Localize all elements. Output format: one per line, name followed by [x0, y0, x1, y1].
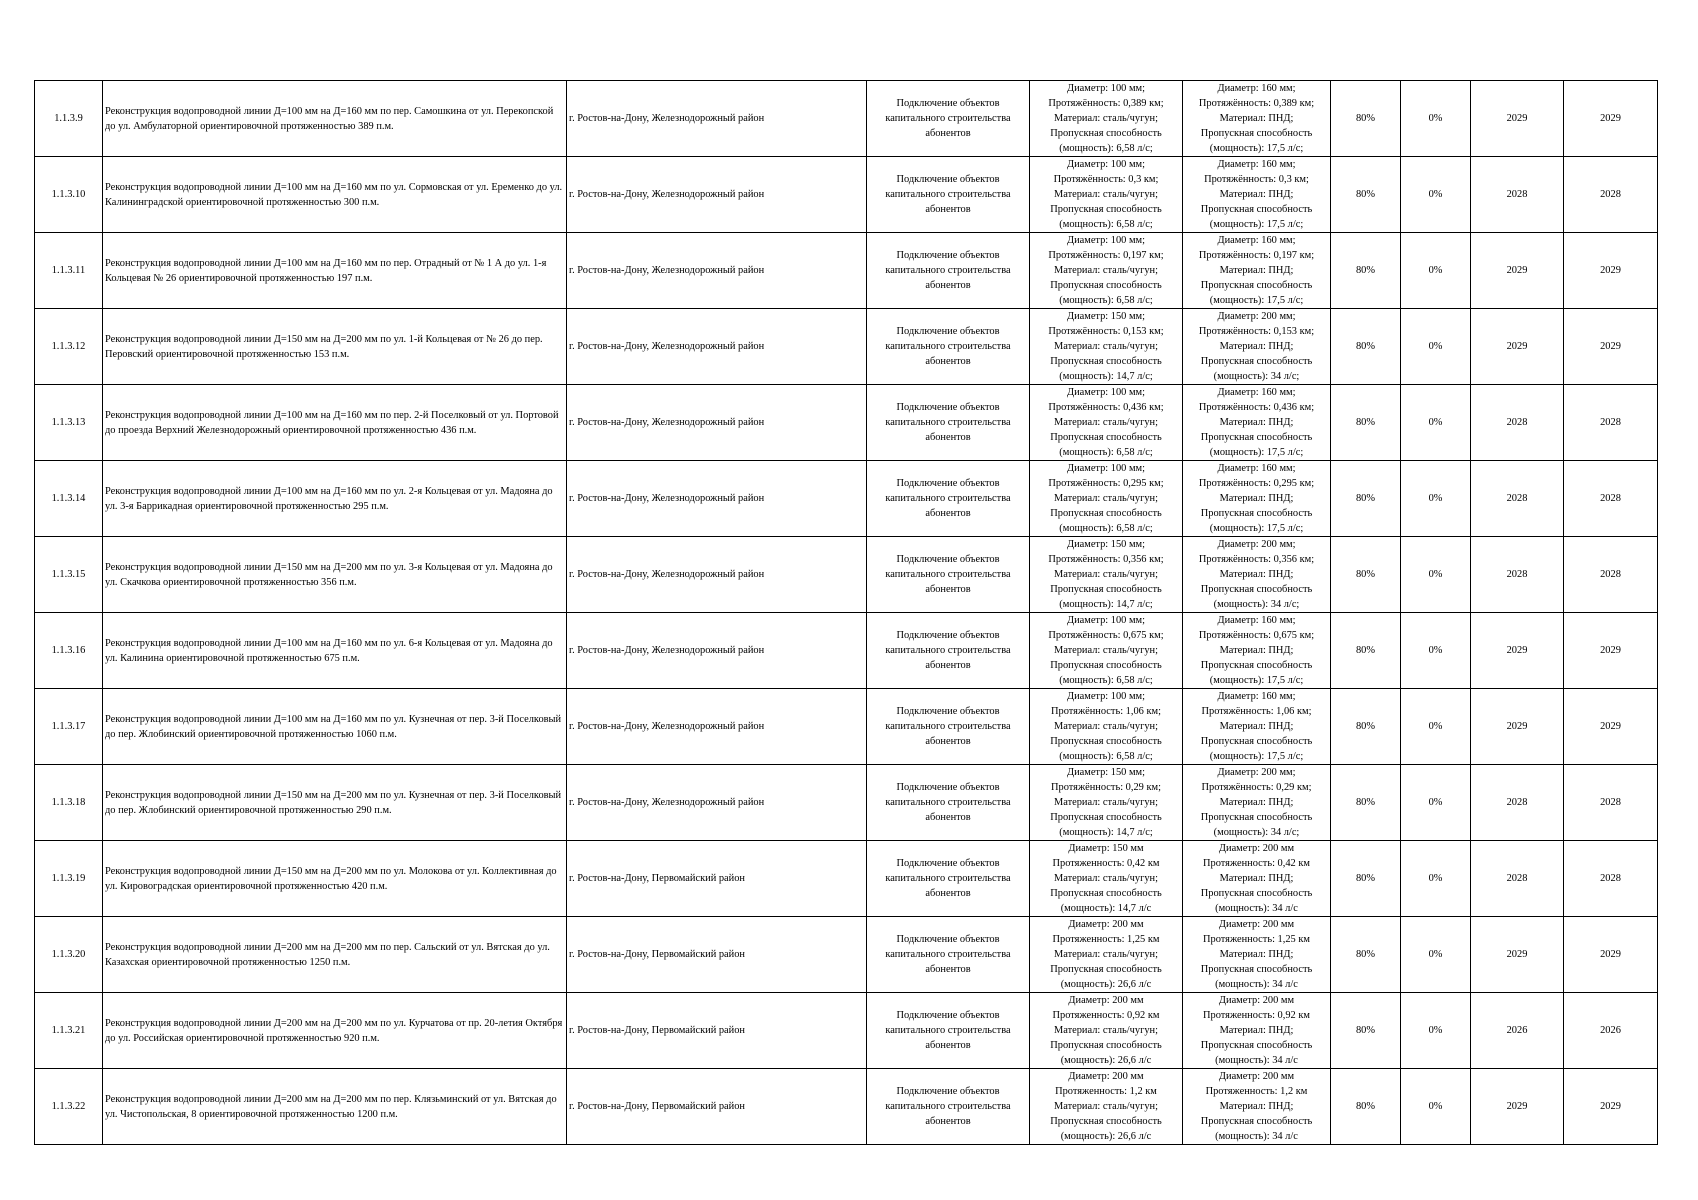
spec-line: Протяжённость: 0,356 км;	[1048, 554, 1164, 565]
wear-before-cell: 80%	[1331, 765, 1401, 841]
row-number-cell: 1.1.3.20	[35, 917, 103, 993]
spec-line: (мощность): 14,7 л/с;	[1059, 371, 1153, 382]
spec-line: (мощность): 17,5 л/с;	[1209, 295, 1304, 306]
specs-before-cell	[1030, 157, 1183, 233]
measure-name-cell: Реконструкция водопроводной линии Д=100 мм на Д=160 мм по пер. 2-й Поселковый от ул. Портовой до проезда Верхний Железнодорожный ориентировочной протяженностью 436 п.м.	[103, 385, 567, 461]
spec-line: Пропускная способность	[1050, 128, 1162, 139]
wear-before-cell: 80%	[1331, 157, 1401, 233]
year-end-cell: 2026	[1564, 993, 1658, 1069]
table-row	[35, 461, 1658, 537]
spec-line: Диаметр: 200 мм	[1218, 1071, 1295, 1082]
year-start-cell: 2029	[1471, 613, 1564, 689]
row-number-cell: 1.1.3.14	[35, 461, 103, 537]
row-number-cell: 1.1.3.18	[35, 765, 103, 841]
spec-line: Диаметр: 100 мм;	[1066, 387, 1146, 398]
measure-name-cell: Реконструкция водопроводной линии Д=150 мм на Д=200 мм по ул. 1-й Кольцевая от № 26 до пер. Перовский ориентировочной протяженностью 153 п.м.	[103, 309, 567, 385]
row-number-cell: 1.1.3.19	[35, 841, 103, 917]
purpose-cell: Подключение объектов капитального строительства абонентов	[867, 613, 1030, 689]
spec-line: (мощность): 34 л/с	[1215, 1055, 1298, 1066]
spec-line: Материал: сталь/чугун;	[1054, 797, 1158, 808]
year-start-cell: 2029	[1471, 1069, 1564, 1145]
spec-line: Протяжённость: 1,06 км;	[1201, 706, 1312, 717]
spec-line: Материал: ПНД;	[1219, 645, 1294, 656]
specs-after-cell	[1183, 1069, 1331, 1145]
spec-line: Диаметр: 100 мм;	[1066, 615, 1146, 626]
year-start-cell: 2028	[1471, 841, 1564, 917]
spec-line: Протяжённость: 0,197 км;	[1198, 250, 1315, 261]
specs-after-cell	[1183, 917, 1331, 993]
table-row	[35, 765, 1658, 841]
table-row	[35, 233, 1658, 309]
spec-line: Пропускная способность	[1200, 660, 1313, 671]
specs-before-cell	[1030, 765, 1183, 841]
wear-before-cell: 80%	[1331, 233, 1401, 309]
spec-line: Диаметр: 150 мм;	[1066, 311, 1146, 322]
location-cell: г. Ростов-на-Дону, Железнодорожный район	[567, 537, 867, 613]
spec-line: Пропускная способность	[1200, 1040, 1313, 1051]
location-cell: г. Ростов-на-Дону, Железнодорожный район	[567, 81, 867, 157]
spec-line: Протяженность: 1,25 км	[1052, 934, 1160, 945]
table-row	[35, 613, 1658, 689]
spec-line: Протяжённость: 0,436 км;	[1198, 402, 1315, 413]
spec-line: Диаметр: 160 мм;	[1217, 235, 1296, 246]
spec-line: Пропускная способность	[1050, 812, 1162, 823]
wear-before-cell: 80%	[1331, 993, 1401, 1069]
spec-line: Пропускная способность	[1200, 736, 1313, 747]
spec-line: (мощность): 17,5 л/с;	[1209, 447, 1304, 458]
year-start-cell: 2026	[1471, 993, 1564, 1069]
location-cell: г. Ростов-на-Дону, Железнодорожный район	[567, 461, 867, 537]
spec-line: Диаметр: 100 мм;	[1066, 691, 1146, 702]
purpose-cell: Подключение объектов капитального строительства абонентов	[867, 917, 1030, 993]
location-cell: г. Ростов-на-Дону, Железнодорожный район	[567, 157, 867, 233]
year-end-cell: 2029	[1564, 309, 1658, 385]
year-start-cell: 2028	[1471, 461, 1564, 537]
spec-line: Пропускная способность	[1200, 812, 1313, 823]
specs-before-cell	[1030, 1069, 1183, 1145]
spec-line: Диаметр: 160 мм;	[1217, 159, 1296, 170]
spec-line: (мощность): 34 л/с	[1215, 979, 1298, 990]
specs-before-cell	[1030, 233, 1183, 309]
measure-name-cell: Реконструкция водопроводной линии Д=150 мм на Д=200 мм по ул. Кузнечная от пер. 3-й Поселковый до пер. Жлобинский ориентировочной протяженностью 290 п.м.	[103, 765, 567, 841]
purpose-cell: Подключение объектов капитального строительства абонентов	[867, 1069, 1030, 1145]
wear-after-cell: 0%	[1401, 461, 1471, 537]
wear-after-cell: 0%	[1401, 385, 1471, 461]
wear-before-cell: 80%	[1331, 537, 1401, 613]
measure-name-cell: Реконструкция водопроводной линии Д=200 мм на Д=200 мм по пер. Клязьминский от ул. Вятская до ул. Чистопольская, 8 ориентировочной протяженностью 1200 п.м.	[103, 1069, 567, 1145]
spec-line: Диаметр: 160 мм;	[1217, 615, 1296, 626]
specs-before-cell	[1030, 385, 1183, 461]
spec-line: Протяжённость: 0,295 км;	[1198, 478, 1315, 489]
spec-line: Пропускная способность	[1200, 356, 1313, 367]
spec-line: Диаметр: 200 мм	[1218, 843, 1295, 854]
spec-line: (мощность): 17,5 л/с;	[1209, 219, 1304, 230]
spec-line: Пропускная способность	[1050, 280, 1162, 291]
spec-line: Материал: ПНД;	[1219, 417, 1294, 428]
spec-line: Материал: ПНД;	[1219, 265, 1294, 276]
spec-line: Материал: сталь/чугун;	[1054, 341, 1158, 352]
spec-line: (мощность): 17,5 л/с;	[1209, 675, 1304, 686]
spec-line: Материал: ПНД;	[1219, 341, 1294, 352]
spec-line: Материал: сталь/чугун;	[1054, 189, 1158, 200]
purpose-cell: Подключение объектов капитального строительства абонентов	[867, 537, 1030, 613]
spec-line: (мощность): 17,5 л/с;	[1209, 143, 1304, 154]
spec-line: Протяжённость: 0,389 км;	[1198, 98, 1315, 109]
year-start-cell: 2028	[1471, 537, 1564, 613]
measure-name-cell: Реконструкция водопроводной линии Д=100 мм на Д=160 мм по ул. Сормовская от ул. Еременко до ул. Калининградской ориентировочной протяженностью 300 п.м.	[103, 157, 567, 233]
spec-line: Диаметр: 160 мм;	[1217, 463, 1296, 474]
row-number-cell: 1.1.3.12	[35, 309, 103, 385]
spec-line: (мощность): 34 л/с;	[1213, 599, 1300, 610]
row-number-cell: 1.1.3.22	[35, 1069, 103, 1145]
year-start-cell: 2028	[1471, 157, 1564, 233]
spec-line: Диаметр: 100 мм;	[1066, 235, 1146, 246]
spec-line: (мощность): 6,58 л/с;	[1059, 143, 1153, 154]
specs-before-cell	[1030, 613, 1183, 689]
wear-after-cell: 0%	[1401, 157, 1471, 233]
specs-after-cell	[1183, 233, 1331, 309]
specs-before-cell	[1030, 309, 1183, 385]
wear-after-cell: 0%	[1401, 613, 1471, 689]
spec-line: Материал: ПНД;	[1219, 721, 1294, 732]
spec-line: Протяжённость: 0,29 км;	[1051, 782, 1161, 793]
table-row	[35, 537, 1658, 613]
spec-line: Материал: ПНД;	[1219, 113, 1294, 124]
table-row	[35, 157, 1658, 233]
year-end-cell: 2028	[1564, 537, 1658, 613]
spec-line: (мощность): 6,58 л/с;	[1059, 295, 1153, 306]
spec-line: Протяженность: 1,2 км	[1055, 1086, 1157, 1097]
year-start-cell: 2029	[1471, 81, 1564, 157]
location-cell: г. Ростов-на-Дону, Первомайский район	[567, 993, 867, 1069]
spec-line: Материал: ПНД;	[1219, 569, 1294, 580]
spec-line: Диаметр: 200 мм	[1068, 919, 1144, 930]
spec-line: (мощность): 34 л/с	[1215, 903, 1298, 914]
wear-after-cell: 0%	[1401, 309, 1471, 385]
wear-after-cell: 0%	[1401, 917, 1471, 993]
year-end-cell: 2028	[1564, 841, 1658, 917]
wear-after-cell: 0%	[1401, 1069, 1471, 1145]
spec-line: Диаметр: 200 мм;	[1217, 311, 1296, 322]
year-start-cell: 2029	[1471, 917, 1564, 993]
year-start-cell: 2029	[1471, 233, 1564, 309]
year-start-cell: 2028	[1471, 385, 1564, 461]
location-cell: г. Ростов-на-Дону, Железнодорожный район	[567, 689, 867, 765]
spec-line: Протяжённость: 0,675 км;	[1198, 630, 1315, 641]
spec-line: Пропускная способность	[1200, 964, 1313, 975]
table-row	[35, 385, 1658, 461]
purpose-cell: Подключение объектов капитального строительства абонентов	[867, 461, 1030, 537]
specs-after-cell	[1183, 765, 1331, 841]
spec-line: Материал: сталь/чугун;	[1054, 721, 1158, 732]
spec-line: (мощность): 6,58 л/с;	[1059, 751, 1153, 762]
specs-after-cell	[1183, 309, 1331, 385]
year-end-cell: 2029	[1564, 1069, 1658, 1145]
specs-after-cell	[1183, 613, 1331, 689]
measure-name-cell: Реконструкция водопроводной линии Д=100 мм на Д=160 мм по ул. Кузнечная от пер. 3-й Поселковый до пер. Жлобинский ориентировочной протяженностью 1060 п.м.	[103, 689, 567, 765]
spec-line: Пропускная способность	[1050, 888, 1162, 899]
spec-line: Пропускная способность	[1200, 508, 1313, 519]
year-end-cell: 2029	[1564, 689, 1658, 765]
spec-line: Протяжённость: 0,436 км;	[1048, 402, 1164, 413]
spec-line: Материал: сталь/чугун;	[1054, 113, 1158, 124]
spec-line: Материал: ПНД;	[1219, 189, 1294, 200]
purpose-cell: Подключение объектов капитального строительства абонентов	[867, 385, 1030, 461]
year-end-cell: 2028	[1564, 157, 1658, 233]
spec-line: Пропускная способность	[1200, 204, 1313, 215]
specs-after-cell	[1183, 81, 1331, 157]
spec-line: Пропускная способность	[1050, 356, 1162, 367]
spec-line: Диаметр: 100 мм;	[1066, 463, 1146, 474]
measure-name-cell: Реконструкция водопроводной линии Д=200 мм на Д=200 мм по ул. Курчатова от пр. 20-летия Октября до ул. Российская ориентировочной протяженностью 920 п.м.	[103, 993, 567, 1069]
purpose-cell: Подключение объектов капитального строительства абонентов	[867, 157, 1030, 233]
specs-after-cell	[1183, 689, 1331, 765]
table-row	[35, 309, 1658, 385]
spec-line: Диаметр: 160 мм;	[1217, 387, 1296, 398]
measure-name-cell: Реконструкция водопроводной линии Д=200 мм на Д=200 мм по пер. Сальский от ул. Вятская до ул. Казахская ориентировочной протяженностью 1250 п.м.	[103, 917, 567, 993]
spec-line: Пропускная способность	[1050, 736, 1162, 747]
spec-line: Протяжённость: 0,153 км;	[1198, 326, 1315, 337]
row-number-cell: 1.1.3.13	[35, 385, 103, 461]
wear-before-cell: 80%	[1331, 309, 1401, 385]
spec-line: (мощность): 6,58 л/с;	[1059, 675, 1153, 686]
spec-line: Материал: сталь/чугун;	[1054, 417, 1158, 428]
table-row	[35, 81, 1658, 157]
spec-line: Диаметр: 200 мм	[1068, 1071, 1144, 1082]
spec-line: Пропускная способность	[1050, 204, 1162, 215]
spec-line: Диаметр: 200 мм	[1218, 919, 1295, 930]
spec-line: Материал: сталь/чугун;	[1054, 873, 1158, 884]
year-end-cell: 2029	[1564, 81, 1658, 157]
measure-name-cell: Реконструкция водопроводной линии Д=100 мм на Д=160 мм по ул. 2-я Кольцевая от ул. Мадояна до ул. 3-я Баррикадная ориентировочной протяженностью 295 п.м.	[103, 461, 567, 537]
spec-line: Диаметр: 100 мм;	[1066, 83, 1146, 94]
row-number-cell: 1.1.3.21	[35, 993, 103, 1069]
spec-line: Протяженность: 1,25 км	[1203, 934, 1310, 945]
location-cell: г. Ростов-на-Дону, Первомайский район	[567, 1069, 867, 1145]
wear-after-cell: 0%	[1401, 81, 1471, 157]
spec-line: Пропускная способность	[1050, 584, 1162, 595]
wear-after-cell: 0%	[1401, 765, 1471, 841]
location-cell: г. Ростов-на-Дону, Первомайский район	[567, 841, 867, 917]
spec-line: Пропускная способность	[1200, 128, 1313, 139]
purpose-cell: Подключение объектов капитального строительства абонентов	[867, 309, 1030, 385]
row-number-cell: 1.1.3.16	[35, 613, 103, 689]
spec-line: (мощность): 17,5 л/с;	[1209, 751, 1304, 762]
spec-line: Диаметр: 160 мм;	[1217, 83, 1296, 94]
spec-line: (мощность): 26,6 л/с	[1060, 1131, 1152, 1142]
spec-line: Протяжённость: 0,3 км;	[1204, 174, 1309, 185]
spec-line: Материал: ПНД;	[1219, 1101, 1294, 1112]
spec-line: Протяженность: 0,92 км	[1203, 1010, 1310, 1021]
wear-before-cell: 80%	[1331, 613, 1401, 689]
specs-before-cell	[1030, 461, 1183, 537]
year-end-cell: 2029	[1564, 233, 1658, 309]
spec-line: Протяжённость: 0,29 км;	[1201, 782, 1312, 793]
specs-before-cell	[1030, 917, 1183, 993]
spec-line: Протяжённость: 1,06 км;	[1051, 706, 1161, 717]
row-number-cell: 1.1.3.15	[35, 537, 103, 613]
spec-line: Диаметр: 150 мм;	[1066, 539, 1146, 550]
measure-name-cell: Реконструкция водопроводной линии Д=150 мм на Д=200 мм по ул. Молокова от ул. Коллективная до ул. Кировоградская ориентировочной протяженностью 420 п.м.	[103, 841, 567, 917]
spec-line: Материал: ПНД;	[1219, 949, 1294, 960]
spec-line: Материал: ПНД;	[1219, 873, 1294, 884]
spec-line: (мощность): 34 л/с	[1215, 1131, 1298, 1142]
specs-before-cell	[1030, 537, 1183, 613]
table-row	[35, 689, 1658, 765]
spec-line: (мощность): 14,7 л/с;	[1059, 827, 1153, 838]
spec-line: (мощность): 17,5 л/с;	[1209, 523, 1304, 534]
spec-line: Диаметр: 200 мм	[1068, 995, 1144, 1006]
spec-line: (мощность): 6,58 л/с;	[1059, 447, 1153, 458]
wear-before-cell: 80%	[1331, 841, 1401, 917]
spec-line: Материал: сталь/чугун;	[1054, 265, 1158, 276]
spec-line: (мощность): 34 л/с;	[1213, 827, 1300, 838]
specs-after-cell	[1183, 537, 1331, 613]
spec-line: Пропускная способность	[1200, 584, 1313, 595]
purpose-cell: Подключение объектов капитального строительства абонентов	[867, 81, 1030, 157]
year-end-cell: 2029	[1564, 613, 1658, 689]
measure-name-cell: Реконструкция водопроводной линии Д=100 мм на Д=160 мм по ул. 6-я Кольцевая от ул. Мадояна до ул. Калинина ориентировочной протяженностью 675 п.м.	[103, 613, 567, 689]
spec-line: Протяжённость: 0,3 км;	[1053, 174, 1159, 185]
year-end-cell: 2028	[1564, 385, 1658, 461]
spec-line: (мощность): 26,6 л/с	[1060, 1055, 1152, 1066]
spec-line: Пропускная способность	[1050, 432, 1162, 443]
spec-line: (мощность): 6,58 л/с;	[1059, 523, 1153, 534]
spec-line: Протяжённость: 0,197 км;	[1048, 250, 1164, 261]
spec-line: (мощность): 14,7 л/с	[1060, 903, 1152, 914]
year-end-cell: 2028	[1564, 461, 1658, 537]
table-row	[35, 841, 1658, 917]
spec-line: Пропускная способность	[1200, 280, 1313, 291]
spec-line: Протяжённость: 0,675 км;	[1048, 630, 1164, 641]
spec-line: Пропускная способность	[1050, 508, 1162, 519]
table-row	[35, 917, 1658, 993]
year-start-cell: 2029	[1471, 689, 1564, 765]
spec-line: Пропускная способность	[1200, 1116, 1313, 1127]
wear-after-cell: 0%	[1401, 689, 1471, 765]
purpose-cell: Подключение объектов капитального строительства абонентов	[867, 765, 1030, 841]
table-row	[35, 1069, 1658, 1145]
spec-line: Материал: сталь/чугун;	[1054, 569, 1158, 580]
row-number-cell: 1.1.3.9	[35, 81, 103, 157]
wear-before-cell: 80%	[1331, 461, 1401, 537]
wear-after-cell: 0%	[1401, 993, 1471, 1069]
specs-before-cell	[1030, 841, 1183, 917]
location-cell: г. Ростов-на-Дону, Железнодорожный район	[567, 385, 867, 461]
spec-line: Протяжённость: 0,295 км;	[1048, 478, 1164, 489]
year-start-cell: 2028	[1471, 765, 1564, 841]
table-body	[35, 81, 1658, 1145]
location-cell: г. Ростов-на-Дону, Железнодорожный район	[567, 309, 867, 385]
wear-before-cell: 80%	[1331, 917, 1401, 993]
spec-line: Протяжённость: 0,153 км;	[1048, 326, 1164, 337]
specs-before-cell	[1030, 689, 1183, 765]
spec-line: (мощность): 14,7 л/с;	[1059, 599, 1153, 610]
spec-line: Протяженность: 0,42 км	[1203, 858, 1310, 869]
spec-line: (мощность): 34 л/с;	[1213, 371, 1300, 382]
spec-line: Диаметр: 200 мм;	[1217, 767, 1296, 778]
table-row	[35, 993, 1658, 1069]
spec-line: Протяжённость: 0,356 км;	[1198, 554, 1315, 565]
wear-before-cell: 80%	[1331, 689, 1401, 765]
spec-line: Материал: сталь/чугун;	[1054, 645, 1158, 656]
row-number-cell: 1.1.3.11	[35, 233, 103, 309]
wear-after-cell: 0%	[1401, 537, 1471, 613]
purpose-cell: Подключение объектов капитального строительства абонентов	[867, 993, 1030, 1069]
specs-before-cell	[1030, 81, 1183, 157]
spec-line: Пропускная способность	[1200, 432, 1313, 443]
measure-name-cell: Реконструкция водопроводной линии Д=100 мм на Д=160 мм по пер. Отрадный от № 1 А до ул. 1-я Кольцевая № 26 ориентировочной протяженностью 197 п.м.	[103, 233, 567, 309]
spec-line: Материал: сталь/чугун;	[1054, 1025, 1158, 1036]
spec-line: Пропускная способность	[1050, 660, 1162, 671]
location-cell: г. Ростов-на-Дону, Железнодорожный район	[567, 765, 867, 841]
spec-line: Пропускная способность	[1050, 964, 1162, 975]
spec-line: Материал: сталь/чугун;	[1054, 493, 1158, 504]
measure-name-cell: Реконструкция водопроводной линии Д=100 мм на Д=160 мм по пер. Самошкина от ул. Перекопской до ул. Амбулаторной ориентировочной протяженностью 389 п.м.	[103, 81, 567, 157]
specs-after-cell	[1183, 157, 1331, 233]
year-end-cell: 2029	[1564, 917, 1658, 993]
specs-before-cell	[1030, 993, 1183, 1069]
spec-line: Протяжённость: 0,389 км;	[1048, 98, 1164, 109]
purpose-cell: Подключение объектов капитального строительства абонентов	[867, 233, 1030, 309]
spec-line: Диаметр: 200 мм;	[1217, 539, 1296, 550]
spec-line: Диаметр: 160 мм;	[1217, 691, 1296, 702]
purpose-cell: Подключение объектов капитального строительства абонентов	[867, 841, 1030, 917]
specs-after-cell	[1183, 993, 1331, 1069]
location-cell: г. Ростов-на-Дону, Первомайский район	[567, 917, 867, 993]
spec-line: Пропускная способность	[1050, 1116, 1162, 1127]
spec-line: Протяженность: 0,42 км	[1052, 858, 1160, 869]
spec-line: Пропускная способность	[1200, 888, 1313, 899]
location-cell: г. Ростов-на-Дону, Железнодорожный район	[567, 233, 867, 309]
spec-line: Диаметр: 100 мм;	[1066, 159, 1146, 170]
spec-line: Протяженность: 1,2 км	[1205, 1086, 1308, 1097]
spec-line: (мощность): 6,58 л/с;	[1059, 219, 1153, 230]
row-number-cell: 1.1.3.10	[35, 157, 103, 233]
location-cell: г. Ростов-на-Дону, Железнодорожный район	[567, 613, 867, 689]
spec-line: Пропускная способность	[1050, 1040, 1162, 1051]
specs-after-cell	[1183, 841, 1331, 917]
spec-line: Протяженность: 0,92 км	[1052, 1010, 1160, 1021]
spec-line: Диаметр: 200 мм	[1218, 995, 1295, 1006]
wear-before-cell: 80%	[1331, 81, 1401, 157]
spec-line: Материал: сталь/чугун;	[1054, 1101, 1158, 1112]
wear-after-cell: 0%	[1401, 233, 1471, 309]
spec-line: (мощность): 26,6 л/с	[1060, 979, 1152, 990]
spec-line: Материал: сталь/чугун;	[1054, 949, 1158, 960]
spec-line: Материал: ПНД;	[1219, 1025, 1294, 1036]
spec-line: Диаметр: 150 мм	[1068, 843, 1144, 854]
measure-name-cell: Реконструкция водопроводной линии Д=150 мм на Д=200 мм по ул. 3-я Кольцевая от ул. Мадояна до ул. Скачкова ориентировочной протяженностью 356 п.м.	[103, 537, 567, 613]
investment-program-table	[34, 80, 1658, 1145]
specs-after-cell	[1183, 461, 1331, 537]
purpose-cell: Подключение объектов капитального строительства абонентов	[867, 689, 1030, 765]
year-end-cell: 2028	[1564, 765, 1658, 841]
wear-before-cell: 80%	[1331, 385, 1401, 461]
specs-after-cell	[1183, 385, 1331, 461]
spec-line: Материал: ПНД;	[1219, 797, 1294, 808]
spec-line: Диаметр: 150 мм;	[1066, 767, 1146, 778]
year-start-cell: 2029	[1471, 309, 1564, 385]
wear-after-cell: 0%	[1401, 841, 1471, 917]
spec-line: Материал: ПНД;	[1219, 493, 1294, 504]
row-number-cell: 1.1.3.17	[35, 689, 103, 765]
wear-before-cell: 80%	[1331, 1069, 1401, 1145]
